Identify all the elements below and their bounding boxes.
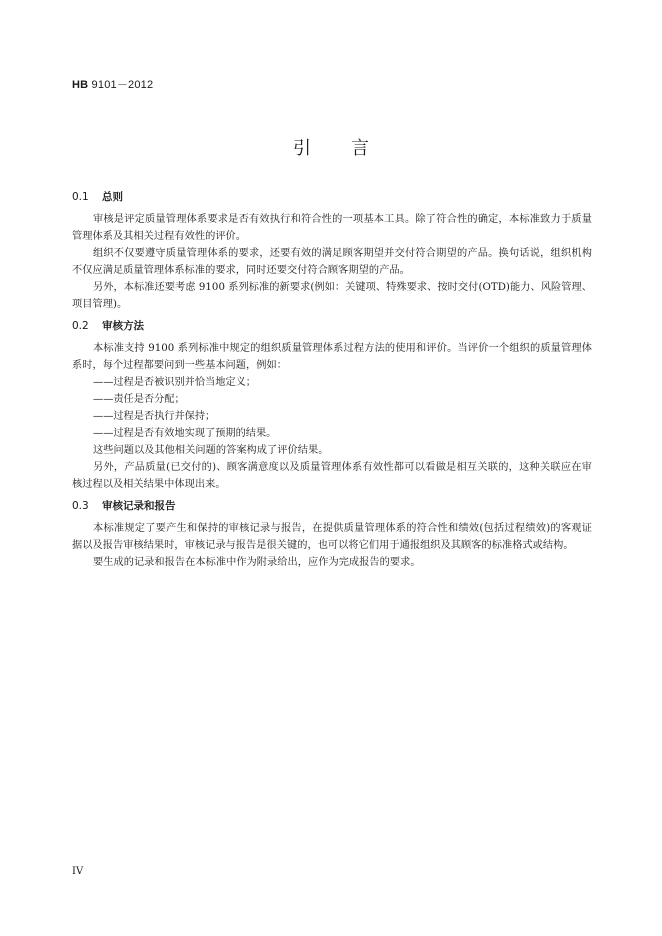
paragraph: 另外，产品质量(已交付的)、顾客满意度以及质量管理体系有效性都可以看做是相互关联的，这种关联应在审核过程以及相关结果中体现出来。 [72,462,592,490]
section-title: 审核方法 [102,320,144,332]
document-code-prefix: HB [72,79,89,91]
paragraph: 组织不仅要遵守质量管理体系的要求，还要有效的满足顾客期望并交付符合期望的产品。换句话说，组织机构不仅应满足质量管理体系标准的要求，同时还要交付符合顾客期望的产品。 [72,248,592,276]
list-item: ——责任是否分配； [93,394,185,405]
paragraph: 本标准支持 9100 系列标准中规定的组织质量管理体系过程方法的使用和评价。当评价一个组织的质量管理体系时，每个过程都要问到一些基本问题，例如： [72,343,592,371]
document-code-number: 9101－2012 [88,79,154,91]
document-code [72,76,153,92]
section-title: 审核记录和报告 [102,500,176,512]
list-item: ——过程是否有效地实现了预期的结果。 [93,428,277,439]
main-content [72,189,592,571]
section-number: 0.2 [72,320,89,332]
section-heading-0-2 [72,318,592,334]
section-number: 0.1 [72,191,89,203]
paragraph: 另外，本标准还要考虑 9100 系列标准的新要求(例如：关键项、特殊要求、按时交付(OTD)能力、风险管理、项目管理)。 [72,282,592,310]
list-item: ——过程是否执行并保持； [93,411,216,422]
section-number: 0.3 [72,500,89,512]
paragraph: 审核是评定质量管理体系要求是否有效执行和符合性的一项基本工具。除了符合性的确定，本标准致力于质量管理体系及其相关过程有效性的评价。 [72,214,592,242]
paragraph: 本标准规定了要产生和保持的审核记录与报告，在提供质量管理体系的符合性和绩效(包括过程绩效)的客观证据以及报告审核结果时，审核记录与报告是很关键的，也可以将它们用于通报组织及其顾客的标准格式或结构。 [72,523,592,551]
paragraph: 这些问题以及其他相关问题的答案构成了评价结果。 [93,445,329,456]
list-item: ——过程是否被识别并恰当地定义； [93,377,256,388]
paragraph: 要生成的记录和报告在本标准中作为附录给出，应作为完成报告的要求。 [93,557,421,568]
section-heading-0-3 [72,498,592,514]
page-title: 引言 [293,138,409,159]
page-number: IV [72,866,84,877]
section-title: 总则 [102,191,123,203]
section-heading-0-1 [72,189,592,205]
